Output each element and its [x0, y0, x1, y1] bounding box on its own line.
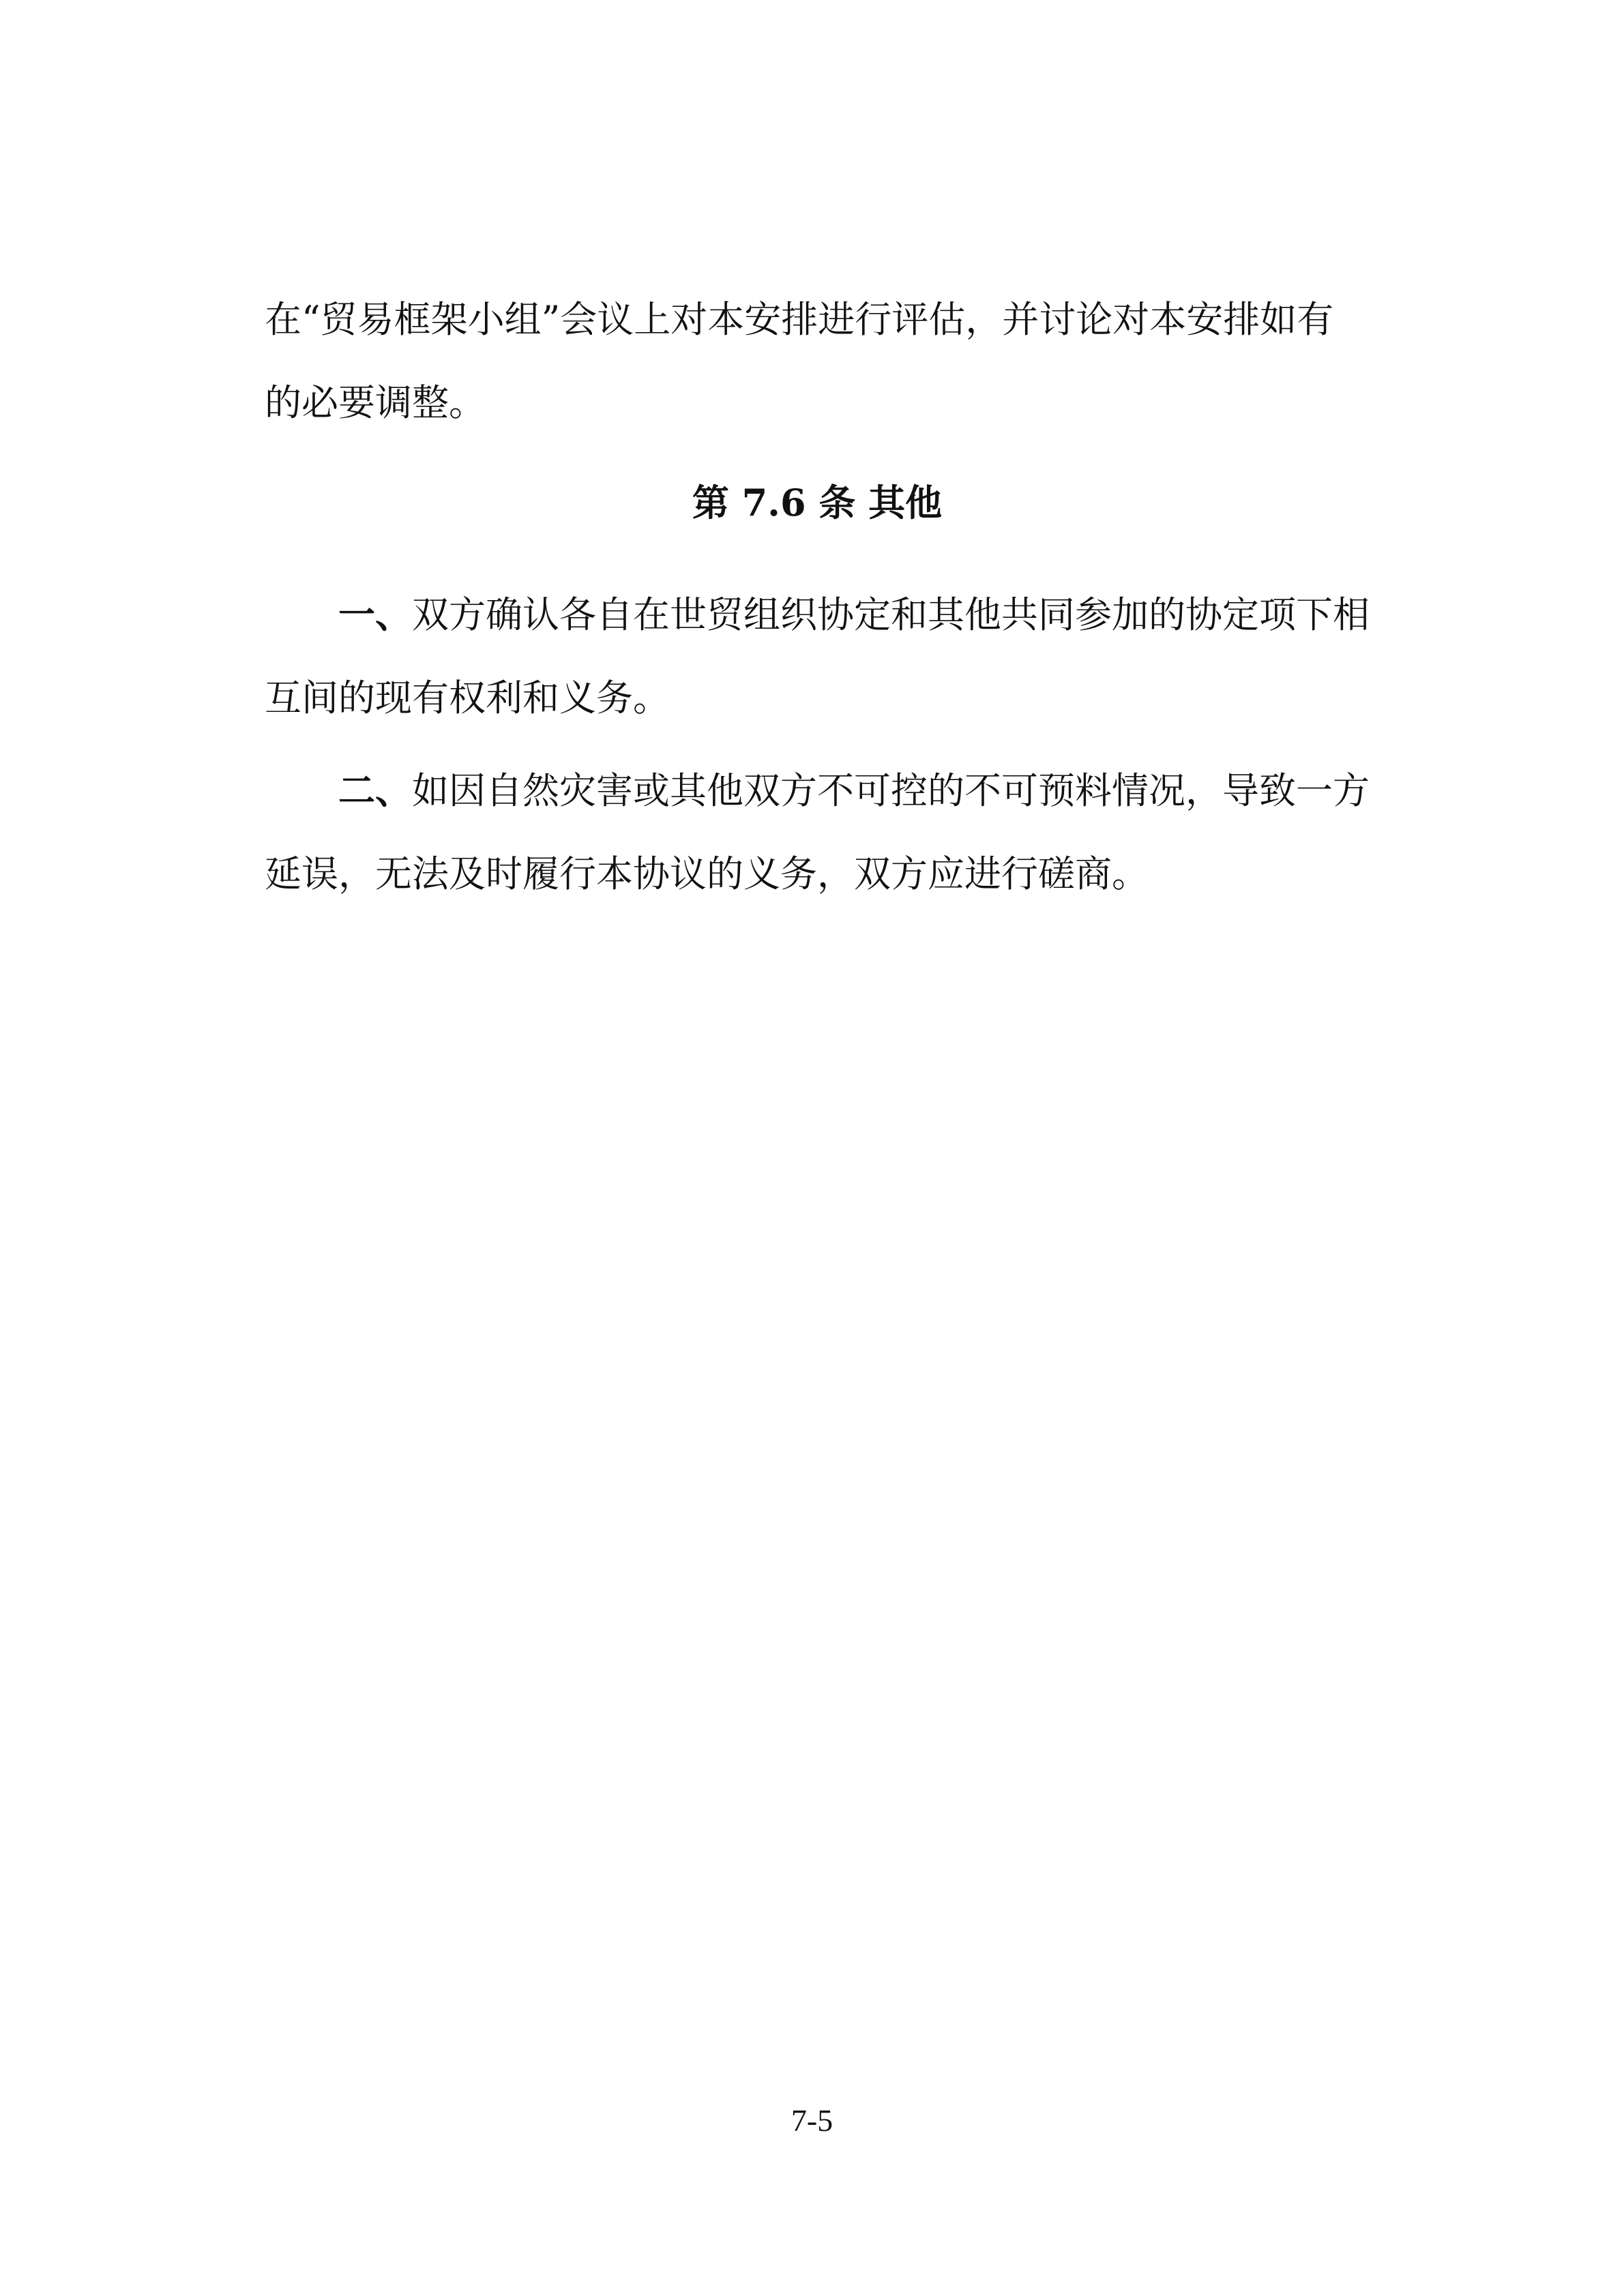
article-heading: 第 7.6 条 其他 — [692, 481, 943, 524]
item-text: 双方确认各自在世贸组织协定和其他共同参加的协定项下相互间的现有权利和义务。 — [265, 593, 1370, 719]
list-item — [265, 573, 1370, 740]
continued-paragraph: 在“贸易框架小组”会议上对本安排进行评估，并讨论对本安排如有的必要调整。 — [265, 298, 1334, 424]
item-text: 如因自然灾害或其他双方不可控的不可预料情况，导致一方延误，无法及时履行本协议的义务，双方应进行磋商。 — [265, 769, 1370, 895]
item-marker: 一、 — [338, 593, 412, 636]
list-item — [265, 749, 1370, 916]
page-number: 7-5 — [791, 2103, 833, 2138]
item-marker: 二、 — [338, 769, 412, 812]
